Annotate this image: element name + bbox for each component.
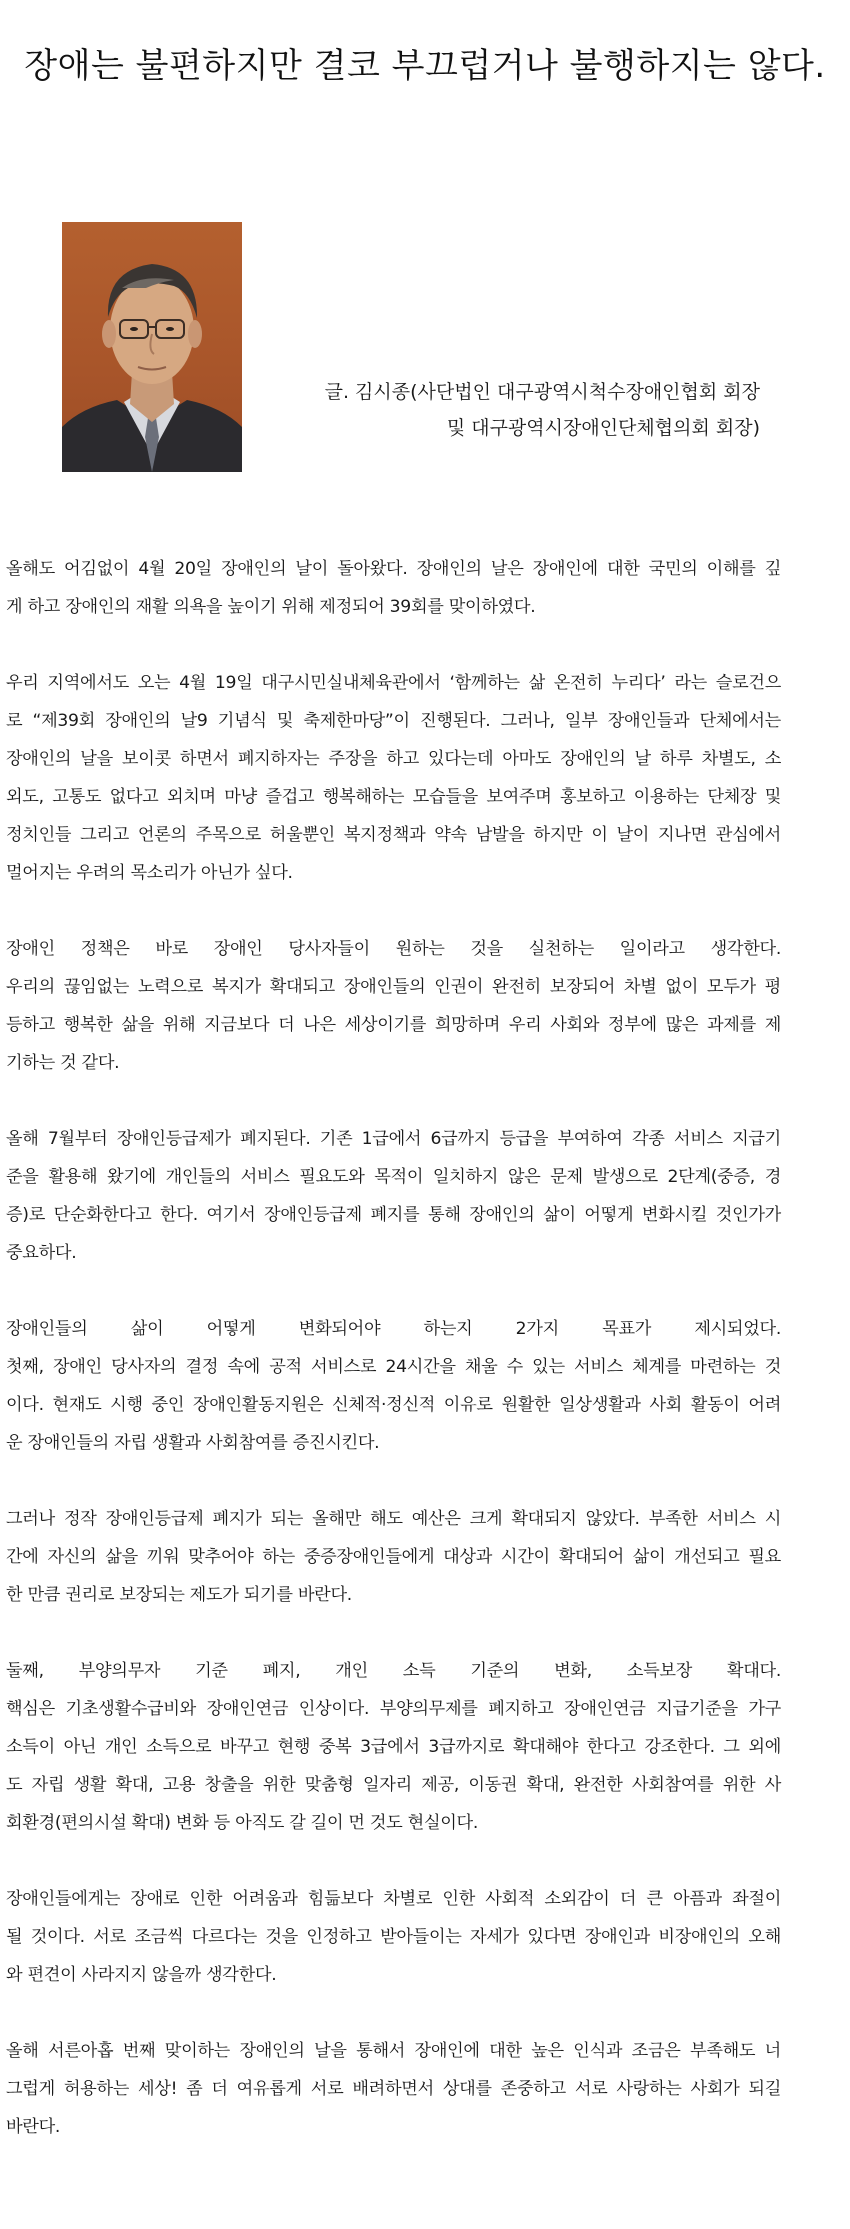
- paragraph-line: 한 만큼 권리로 보장되는 제도가 되기를 바란다.: [6, 1585, 352, 1605]
- paragraph: [6, 664, 781, 892]
- paragraph-line: 증)로 단순화한다고 한다. 여기서 장애인등급제 폐지를 통해 장애인의 삶이 어떻게 변화시킬 것인가가: [6, 1205, 781, 1225]
- paragraph-line: 장애인 정책은 바로 장애인 당사자들이 원하는 것을 실천하는 일이라고 생각한다.: [6, 939, 781, 959]
- paragraph-line: 간에 자신의 삶을 끼워 맞추어야 하는 중증장애인들에게 대상과 시간이 확대되어 삶이 개선되고 필요: [6, 1547, 781, 1567]
- paragraph-line: 올해 7월부터 장애인등급제가 폐지된다. 기존 1급에서 6급까지 등급을 부여하여 각종 서비스 지급기: [6, 1129, 781, 1149]
- paragraph-line: 장애인의 날을 보이콧 하면서 폐지하자는 주장을 하고 있다는데 아마도 장애인의 날 하루 차별도, 소: [6, 749, 781, 769]
- article-body: [6, 550, 781, 2184]
- paragraph-line: 바란다.: [6, 2117, 61, 2137]
- paragraph-line: 그럽게 허용하는 세상! 좀 더 여유롭게 서로 배려하면서 상대를 존중하고 서로 사랑하는 사회가 되길: [6, 2079, 781, 2099]
- paragraph-line: 장애인들에게는 장애로 인한 어려움과 힘듦보다 차별로 인한 사회적 소외감이 더 큰 아픔과 좌절이: [6, 1889, 781, 1909]
- paragraph-line: 될 것이다. 서로 조금씩 다르다는 것을 인정하고 받아들이는 자세가 있다면 장애인과 비장애인의 오해: [6, 1927, 781, 1947]
- paragraph: [6, 1500, 781, 1614]
- paragraph-line: 회환경(편의시설 확대) 변화 등 아직도 갈 길이 먼 것도 현실이다.: [6, 1813, 479, 1833]
- paragraph-line: 올해도 어김없이 4월 20일 장애인의 날이 돌아왔다. 장애인의 날은 장애인에 대한 국민의 이해를 깊: [6, 559, 781, 579]
- paragraph-line: 첫째, 장애인 당사자의 결정 속에 공적 서비스로 24시간을 채울 수 있는 서비스 체계를 마련하는 것: [6, 1357, 781, 1377]
- paragraph: [6, 1652, 781, 1842]
- paragraph-line: 둘째, 부양의무자 기준 폐지, 개인 소득 기준의 변화, 소득보장 확대다.: [6, 1661, 781, 1681]
- paragraph-line: 와 편견이 사라지지 않을까 생각한다.: [6, 1965, 277, 1985]
- author-photo: [62, 222, 242, 472]
- byline-line-2: 및 대구광역시장애인단체협의회 회장): [446, 417, 760, 439]
- article-title: 장애는 불편하지만 결코 부끄럽거나 불행하지는 않다.: [24, 46, 826, 86]
- paragraph: [6, 2032, 781, 2146]
- paragraph: [6, 1120, 781, 1272]
- paragraph: [6, 1880, 781, 1994]
- paragraph: [6, 930, 781, 1082]
- paragraph-line: 이다. 현재도 시행 중인 장애인활동지원은 신체적·정신적 이유로 원활한 일상생활과 사회 활동이 어려: [6, 1395, 781, 1415]
- paragraph-line: 핵심은 기초생활수급비와 장애인연금 인상이다. 부양의무제를 폐지하고 장애인연금 지급기준을 가구: [6, 1699, 781, 1719]
- paragraph-line: 장애인들의 삶이 어떻게 변화되어야 하는지 2가지 목표가 제시되었다.: [6, 1319, 781, 1339]
- paragraph-line: 게 하고 장애인의 재활 의욕을 높이기 위해 제정되어 39회를 맞이하였다.: [6, 597, 536, 617]
- paragraph-line: 그러나 정작 장애인등급제 폐지가 되는 올해만 해도 예산은 크게 확대되지 않았다. 부족한 서비스 시: [6, 1509, 781, 1529]
- paragraph-line: 중요하다.: [6, 1243, 77, 1263]
- paragraph-line: 등하고 행복한 삶을 위해 지금보다 더 나은 세상이기를 희망하며 우리 사회와 정부에 많은 과제를 제: [6, 1015, 781, 1035]
- paragraph-line: 우리 지역에서도 오는 4월 19일 대구시민실내체육관에서 ‘함께하는 삶 온전히 누리다’ 라는 슬로건으: [6, 673, 781, 693]
- paragraph-line: 준을 활용해 왔기에 개인들의 서비스 필요도와 목적이 일치하지 않은 문제 발생으로 2단계(중증, 경: [6, 1167, 781, 1187]
- paragraph: [6, 1310, 781, 1462]
- paragraph-line: 운 장애인들의 자립 생활과 사회참여를 증진시킨다.: [6, 1433, 380, 1453]
- paragraph-line: 정치인들 그리고 언론의 주목으로 허울뿐인 복지정책과 약속 남발을 하지만 이 날이 지나면 관심에서: [6, 825, 781, 845]
- paragraph-line: 소득이 아닌 개인 소득으로 바꾸고 현행 중복 3급에서 3급까지로 확대해야 한다고 강조한다. 그 외에: [6, 1737, 781, 1757]
- paragraph-line: 올해 서른아홉 번째 맞이하는 장애인의 날을 통해서 장애인에 대한 높은 인식과 조금은 부족해도 너: [6, 2041, 781, 2061]
- paragraph-line: 멀어지는 우려의 목소리가 아닌가 싶다.: [6, 863, 293, 883]
- paragraph-line: 우리의 끊임없는 노력으로 복지가 확대되고 장애인들의 인권이 완전히 보장되어 차별 없이 모두가 평: [6, 977, 781, 997]
- byline-line-1: 글. 김시종(사단법인 대구광역시척수장애인협회 회장: [324, 381, 760, 403]
- author-byline: [325, 374, 760, 446]
- paragraph-line: 도 자립 생활 확대, 고용 창출을 위한 맞춤형 일자리 제공, 이동권 확대, 완전한 사회참여를 위한 사: [6, 1775, 781, 1795]
- paragraph-line: 로 “제39회 장애인의 날9 기념식 및 축제한마당”이 진행된다. 그러나, 일부 장애인들과 단체에서는: [6, 711, 781, 731]
- paragraph: [6, 550, 781, 626]
- paragraph-line: 기하는 것 같다.: [6, 1053, 120, 1073]
- paragraph-line: 외도, 고통도 없다고 외치며 마냥 즐겁고 행복해하는 모습들을 보여주며 홍보하고 이용하는 단체장 및: [6, 787, 781, 807]
